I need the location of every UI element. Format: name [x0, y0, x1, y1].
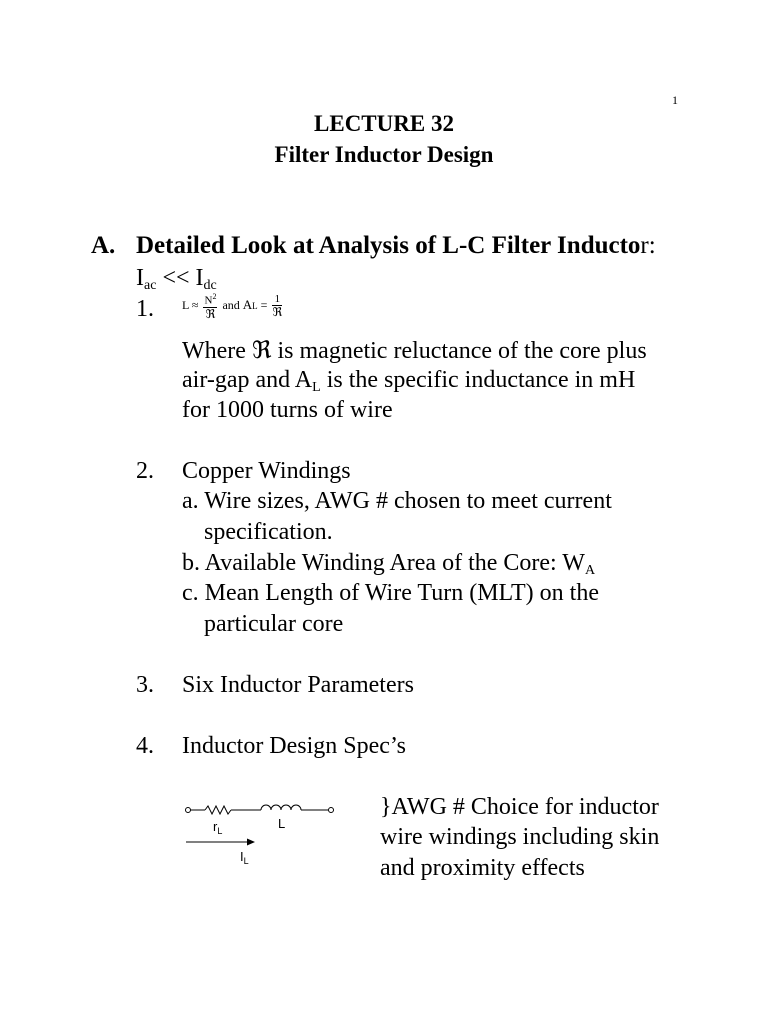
inductance-formula: L ≈ $\frac{N^2}{\text{ℜ}}$ and AL = $\frac{1}{\text{ℜ}}$: [182, 292, 283, 321]
right-terminal: [329, 808, 334, 813]
left-terminal: [186, 808, 191, 813]
lecture-title: LECTURE 32: [314, 111, 454, 136]
awg-note-line-1: }AWG # Choice for inductor: [380, 794, 659, 820]
current-condition: $I_{ac} << I_{dc}$: [136, 265, 217, 293]
resistor-label: $r_L$: [213, 819, 223, 836]
item-2a-line-1: a. Wire sizes, AWG # chosen to meet current: [182, 488, 612, 514]
item-1-number: 1.: [136, 296, 154, 322]
inductor-circuit-diagram: [183, 798, 343, 878]
arrow-head-icon: [247, 839, 255, 846]
item-2c-line-2: particular core: [204, 611, 344, 637]
inductor-coil-symbol: [261, 805, 301, 810]
lecture-subtitle: Filter Inductor Design: [274, 142, 494, 167]
page-number: 1: [672, 93, 678, 107]
section-letter: A.: [91, 232, 116, 259]
item-2a-line-2: specification.: [204, 519, 333, 545]
item-4-number: 4.: [136, 733, 154, 759]
item-3-title: Six Inductor Parameters: [182, 672, 414, 698]
item-2-number: 2.: [136, 458, 154, 484]
item-2c-line-1: c. Mean Length of Wire Turn (MLT) on the: [182, 580, 599, 606]
awg-note-line-2: wire windings including skin: [380, 824, 660, 850]
item-3-number: 3.: [136, 672, 154, 698]
item-2-title: Copper Windings: [182, 458, 351, 484]
item-1-line-1: Where ℜ is magnetic reluctance of the core plus: [182, 338, 647, 364]
item-4-title: Inductor Design Spec’s: [182, 733, 406, 759]
item-2b: b. Available Winding Area of the Core: $W_A$: [182, 550, 596, 578]
inductor-label: L: [278, 816, 286, 831]
item-1-line-3: for 1000 turns of wire: [182, 397, 393, 423]
awg-note-line-3: and proximity effects: [380, 855, 585, 881]
resistor-symbol: [205, 806, 231, 814]
item-1-line-2: air-gap and $A_L$ is the specific inductance in mH: [182, 367, 636, 395]
current-label: $I_L$: [240, 849, 249, 866]
section-title: Detailed Look at Analysis of L-C Filter Inductor:: [136, 232, 656, 259]
